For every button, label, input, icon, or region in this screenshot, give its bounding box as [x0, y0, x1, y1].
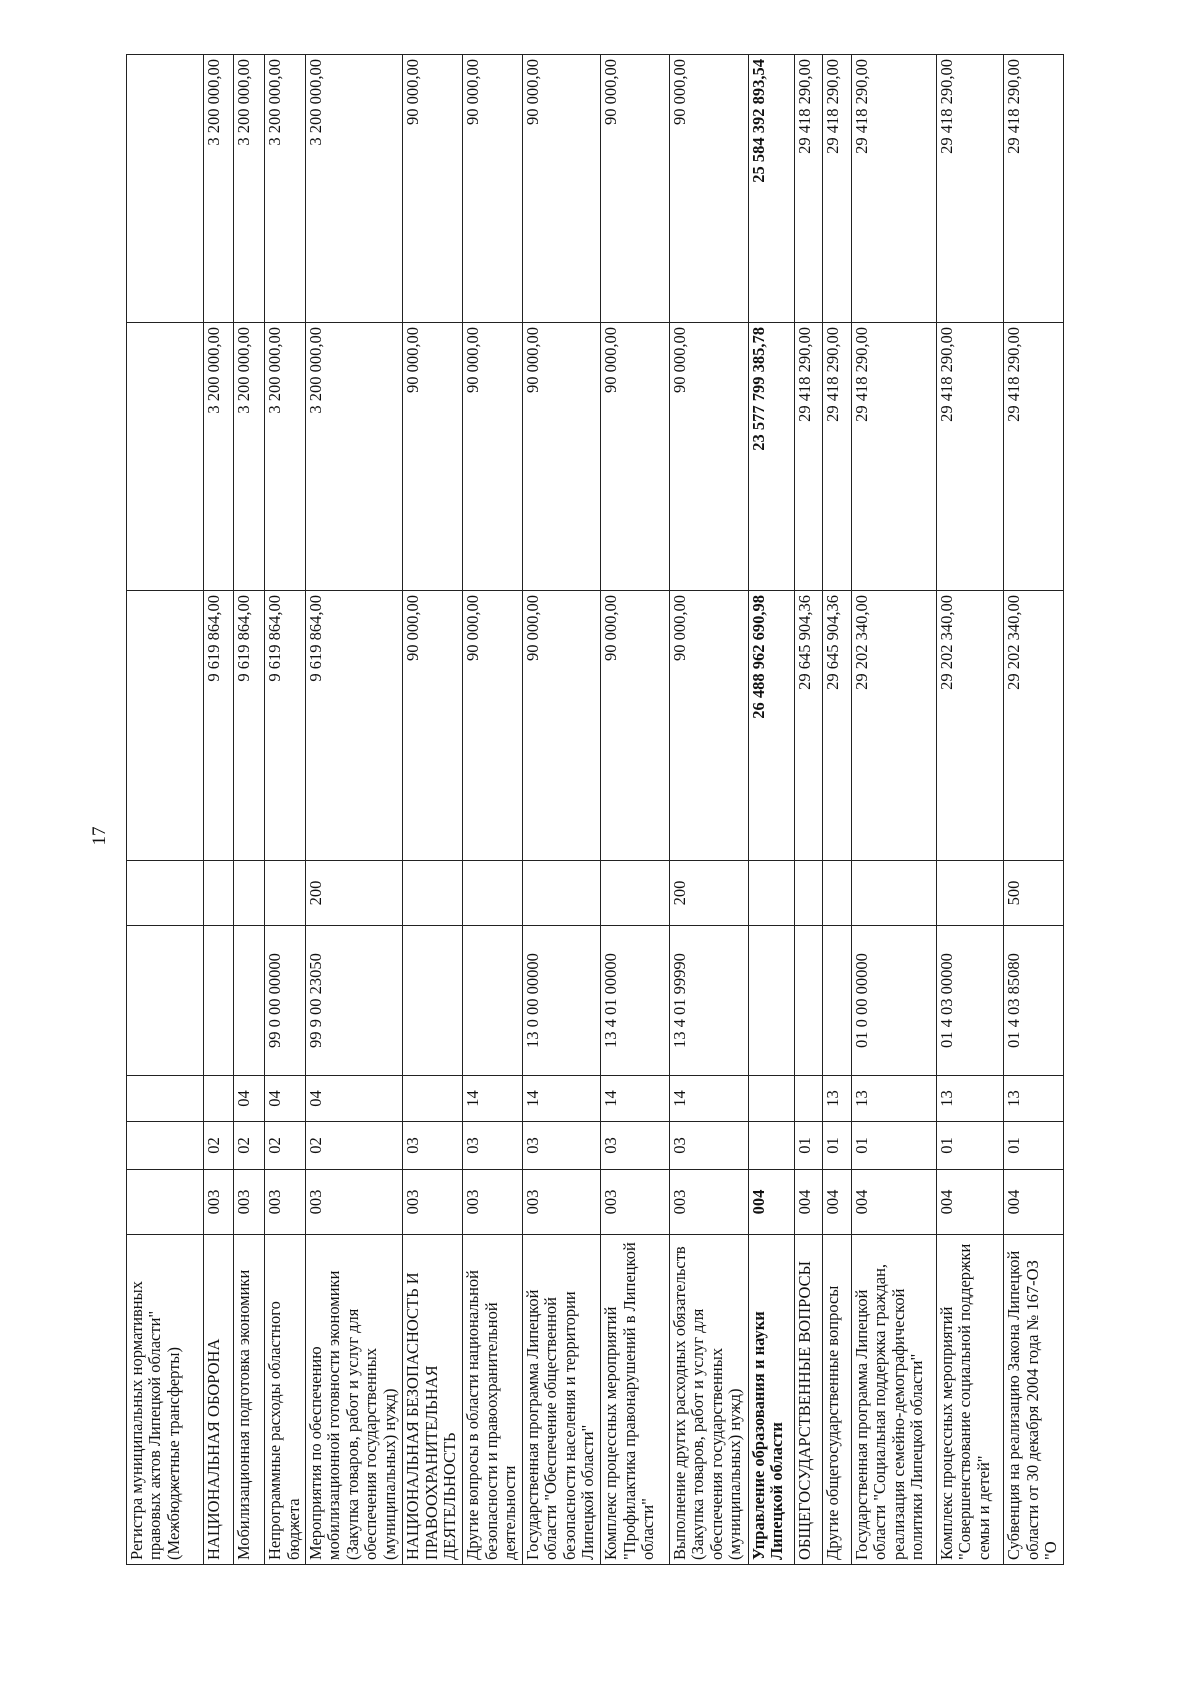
row-name-cell: НАЦИОНАЛЬНАЯ ОБОРОНА	[203, 1235, 234, 1565]
subsection-code-cell: 04	[234, 1076, 265, 1122]
amount-year2-cell	[127, 323, 204, 591]
subsection-code-cell: 13	[1004, 1076, 1064, 1122]
subsection-code-cell	[127, 1076, 204, 1122]
ved-code-cell: 003	[601, 1170, 670, 1235]
expense-type-cell	[936, 861, 1003, 926]
budget-table	[126, 54, 1064, 1565]
table-row	[403, 55, 463, 1565]
table-row	[203, 55, 234, 1565]
row-name-cell: Государственная программа Липецкой области "Социальная поддержка граждан, реализация семейно-демографической политики Липецкой области"	[851, 1235, 936, 1565]
section-code-cell: 03	[601, 1122, 670, 1170]
ved-code-cell: 003	[463, 1170, 523, 1235]
amount-year2-cell: 29 418 290,00	[1004, 323, 1064, 591]
subsection-code-cell	[794, 1076, 823, 1122]
target-article-cell: 13 0 00 00000	[522, 926, 601, 1076]
amount-year2-cell: 29 418 290,00	[823, 323, 852, 591]
target-article-cell: 13 4 01 00000	[601, 926, 670, 1076]
subsection-code-cell: 13	[823, 1076, 852, 1122]
amount-year2-cell: 90 000,00	[522, 323, 601, 591]
amount-year3-cell: 29 418 290,00	[794, 55, 823, 323]
target-article-cell	[748, 926, 794, 1076]
target-article-cell: 01 4 03 00000	[936, 926, 1003, 1076]
amount-year2-cell: 3 200 000,00	[305, 323, 403, 591]
amount-year3-cell: 29 418 290,00	[823, 55, 852, 323]
expense-type-cell: 500	[1004, 861, 1064, 926]
ved-code-cell: 003	[265, 1170, 306, 1235]
expense-type-cell	[234, 861, 265, 926]
ved-code-cell: 004	[794, 1170, 823, 1235]
rotated-page-content	[126, 55, 1064, 1565]
target-article-cell	[794, 926, 823, 1076]
row-name-cell: Мобилизационная подготовка экономики	[234, 1235, 265, 1565]
row-name-cell: Управление образования и науки Липецкой области	[748, 1235, 794, 1565]
row-name-cell: Регистра муниципальных нормативных правовых актов Липецкой области" (Межбюджетные трансферты)	[127, 1235, 204, 1565]
amount-year1-cell: 9 619 864,00	[305, 591, 403, 861]
amount-year1-cell	[127, 591, 204, 861]
expense-type-cell	[823, 861, 852, 926]
amount-year2-cell: 3 200 000,00	[203, 323, 234, 591]
table-row	[463, 55, 523, 1565]
target-article-cell: 99 0 00 00000	[265, 926, 306, 1076]
amount-year2-cell: 23 577 799 385,78	[748, 323, 794, 591]
target-article-cell: 99 9 00 23050	[305, 926, 403, 1076]
amount-year2-cell: 29 418 290,00	[936, 323, 1003, 591]
expense-type-cell: 200	[669, 861, 748, 926]
amount-year3-cell: 29 418 290,00	[936, 55, 1003, 323]
table-row	[127, 55, 204, 1565]
expense-type-cell	[748, 861, 794, 926]
amount-year1-cell: 9 619 864,00	[203, 591, 234, 861]
row-name-cell: Непрограммные расходы областного бюджета	[265, 1235, 306, 1565]
amount-year1-cell: 29 645 904,36	[823, 591, 852, 861]
amount-year1-cell: 26 488 962 690,98	[748, 591, 794, 861]
amount-year2-cell: 29 418 290,00	[794, 323, 823, 591]
section-code-cell	[127, 1122, 204, 1170]
expense-type-cell	[794, 861, 823, 926]
amount-year3-cell: 29 418 290,00	[851, 55, 936, 323]
expense-type-cell	[851, 861, 936, 926]
expense-type-cell	[601, 861, 670, 926]
amount-year3-cell: 90 000,00	[463, 55, 523, 323]
budget-table-body	[127, 55, 1064, 1565]
amount-year1-cell: 29 202 340,00	[1004, 591, 1064, 861]
table-row	[823, 55, 852, 1565]
amount-year3-cell: 29 418 290,00	[1004, 55, 1064, 323]
expense-type-cell: 200	[305, 861, 403, 926]
ved-code-cell: 004	[748, 1170, 794, 1235]
section-code-cell: 02	[305, 1122, 403, 1170]
expense-type-cell	[203, 861, 234, 926]
row-name-cell: Мероприятия по обеспечению мобилизационной готовности экономики (Закупка товаров, работ и услуг для обеспечения государственных (муниципальных) нужд)	[305, 1235, 403, 1565]
section-code-cell: 02	[234, 1122, 265, 1170]
target-article-cell	[463, 926, 523, 1076]
amount-year3-cell: 25 584 392 893,54	[748, 55, 794, 323]
target-article-cell: 01 4 03 85080	[1004, 926, 1064, 1076]
ved-code-cell: 003	[669, 1170, 748, 1235]
amount-year2-cell: 29 418 290,00	[851, 323, 936, 591]
table-row	[669, 55, 748, 1565]
target-article-cell	[234, 926, 265, 1076]
amount-year1-cell: 90 000,00	[601, 591, 670, 861]
table-row	[305, 55, 403, 1565]
section-code-cell: 03	[403, 1122, 463, 1170]
ved-code-cell: 003	[203, 1170, 234, 1235]
amount-year3-cell: 3 200 000,00	[234, 55, 265, 323]
section-code-cell: 01	[823, 1122, 852, 1170]
ved-code-cell: 004	[851, 1170, 936, 1235]
amount-year1-cell: 90 000,00	[403, 591, 463, 861]
ved-code-cell: 003	[403, 1170, 463, 1235]
section-code-cell: 01	[1004, 1122, 1064, 1170]
table-row	[794, 55, 823, 1565]
amount-year3-cell: 3 200 000,00	[203, 55, 234, 323]
table-row	[522, 55, 601, 1565]
subsection-code-cell: 04	[305, 1076, 403, 1122]
amount-year3-cell: 90 000,00	[601, 55, 670, 323]
subsection-code-cell: 14	[522, 1076, 601, 1122]
amount-year1-cell: 29 645 904,36	[794, 591, 823, 861]
table-row	[265, 55, 306, 1565]
target-article-cell	[127, 926, 204, 1076]
section-code-cell	[748, 1122, 794, 1170]
table-row	[851, 55, 936, 1565]
expense-type-cell	[127, 861, 204, 926]
amount-year3-cell: 90 000,00	[403, 55, 463, 323]
subsection-code-cell	[748, 1076, 794, 1122]
target-article-cell	[823, 926, 852, 1076]
amount-year2-cell: 90 000,00	[463, 323, 523, 591]
row-name-cell: Другие общегосударственные вопросы	[823, 1235, 852, 1565]
expense-type-cell	[403, 861, 463, 926]
table-row	[1004, 55, 1064, 1565]
row-name-cell: ОБЩЕГОСУДАРСТВЕННЫЕ ВОПРОСЫ	[794, 1235, 823, 1565]
section-code-cell: 01	[936, 1122, 1003, 1170]
section-code-cell: 03	[522, 1122, 601, 1170]
row-name-cell: Комплекс процессных мероприятий "Совершенствование социальной поддержки семьи и детей"	[936, 1235, 1003, 1565]
subsection-code-cell	[403, 1076, 463, 1122]
ved-code-cell: 004	[1004, 1170, 1064, 1235]
subsection-code-cell	[203, 1076, 234, 1122]
amount-year3-cell	[127, 55, 204, 323]
ved-code-cell	[127, 1170, 204, 1235]
subsection-code-cell: 14	[463, 1076, 523, 1122]
expense-type-cell	[265, 861, 306, 926]
table-row	[234, 55, 265, 1565]
amount-year2-cell: 90 000,00	[601, 323, 670, 591]
ved-code-cell: 004	[823, 1170, 852, 1235]
ved-code-cell: 004	[936, 1170, 1003, 1235]
amount-year3-cell: 90 000,00	[669, 55, 748, 323]
amount-year2-cell: 3 200 000,00	[234, 323, 265, 591]
table-row	[601, 55, 670, 1565]
row-name-cell: Субвенция на реализацию Закона Липецкой области от 30 декабря 2004 года № 167-ОЗ "О	[1004, 1235, 1064, 1565]
row-name-cell: Выполнение других расходных обязательств (Закупка товаров, работ и услуг для обеспечения государственных (муниципальных) нужд)	[669, 1235, 748, 1565]
amount-year1-cell: 90 000,00	[522, 591, 601, 861]
section-code-cell: 03	[669, 1122, 748, 1170]
amount-year3-cell: 90 000,00	[522, 55, 601, 323]
amount-year1-cell: 9 619 864,00	[234, 591, 265, 861]
table-row	[748, 55, 794, 1565]
target-article-cell: 13 4 01 99990	[669, 926, 748, 1076]
amount-year2-cell: 90 000,00	[403, 323, 463, 591]
amount-year1-cell: 90 000,00	[463, 591, 523, 861]
table-row	[936, 55, 1003, 1565]
section-code-cell: 02	[265, 1122, 306, 1170]
row-name-cell: НАЦИОНАЛЬНАЯ БЕЗОПАСНОСТЬ И ПРАВООХРАНИТЕЛЬНАЯ ДЕЯТЕЛЬНОСТЬ	[403, 1235, 463, 1565]
target-article-cell	[203, 926, 234, 1076]
row-name-cell: Государственная программа Липецкой области "Обеспечение общественной безопасности населения и территории Липецкой области"	[522, 1235, 601, 1565]
target-article-cell	[403, 926, 463, 1076]
amount-year1-cell: 29 202 340,00	[936, 591, 1003, 861]
subsection-code-cell: 04	[265, 1076, 306, 1122]
amount-year1-cell: 9 619 864,00	[265, 591, 306, 861]
amount-year2-cell: 3 200 000,00	[265, 323, 306, 591]
section-code-cell: 02	[203, 1122, 234, 1170]
amount-year1-cell: 90 000,00	[669, 591, 748, 861]
amount-year3-cell: 3 200 000,00	[265, 55, 306, 323]
subsection-code-cell: 13	[851, 1076, 936, 1122]
section-code-cell: 01	[794, 1122, 823, 1170]
ved-code-cell: 003	[522, 1170, 601, 1235]
expense-type-cell	[522, 861, 601, 926]
page-number: 17	[89, 826, 110, 846]
section-code-cell: 01	[851, 1122, 936, 1170]
row-name-cell: Комплекс процессных мероприятий "Профилактика правонарушений в Липецкой области"	[601, 1235, 670, 1565]
ved-code-cell: 003	[234, 1170, 265, 1235]
amount-year3-cell: 3 200 000,00	[305, 55, 403, 323]
amount-year1-cell: 29 202 340,00	[851, 591, 936, 861]
section-code-cell: 03	[463, 1122, 523, 1170]
row-name-cell: Другие вопросы в области национальной безопасности и правоохранительной деятельности	[463, 1235, 523, 1565]
amount-year2-cell: 90 000,00	[669, 323, 748, 591]
subsection-code-cell: 14	[669, 1076, 748, 1122]
ved-code-cell: 003	[305, 1170, 403, 1235]
subsection-code-cell: 13	[936, 1076, 1003, 1122]
target-article-cell: 01 0 00 00000	[851, 926, 936, 1076]
expense-type-cell	[463, 861, 523, 926]
subsection-code-cell: 14	[601, 1076, 670, 1122]
